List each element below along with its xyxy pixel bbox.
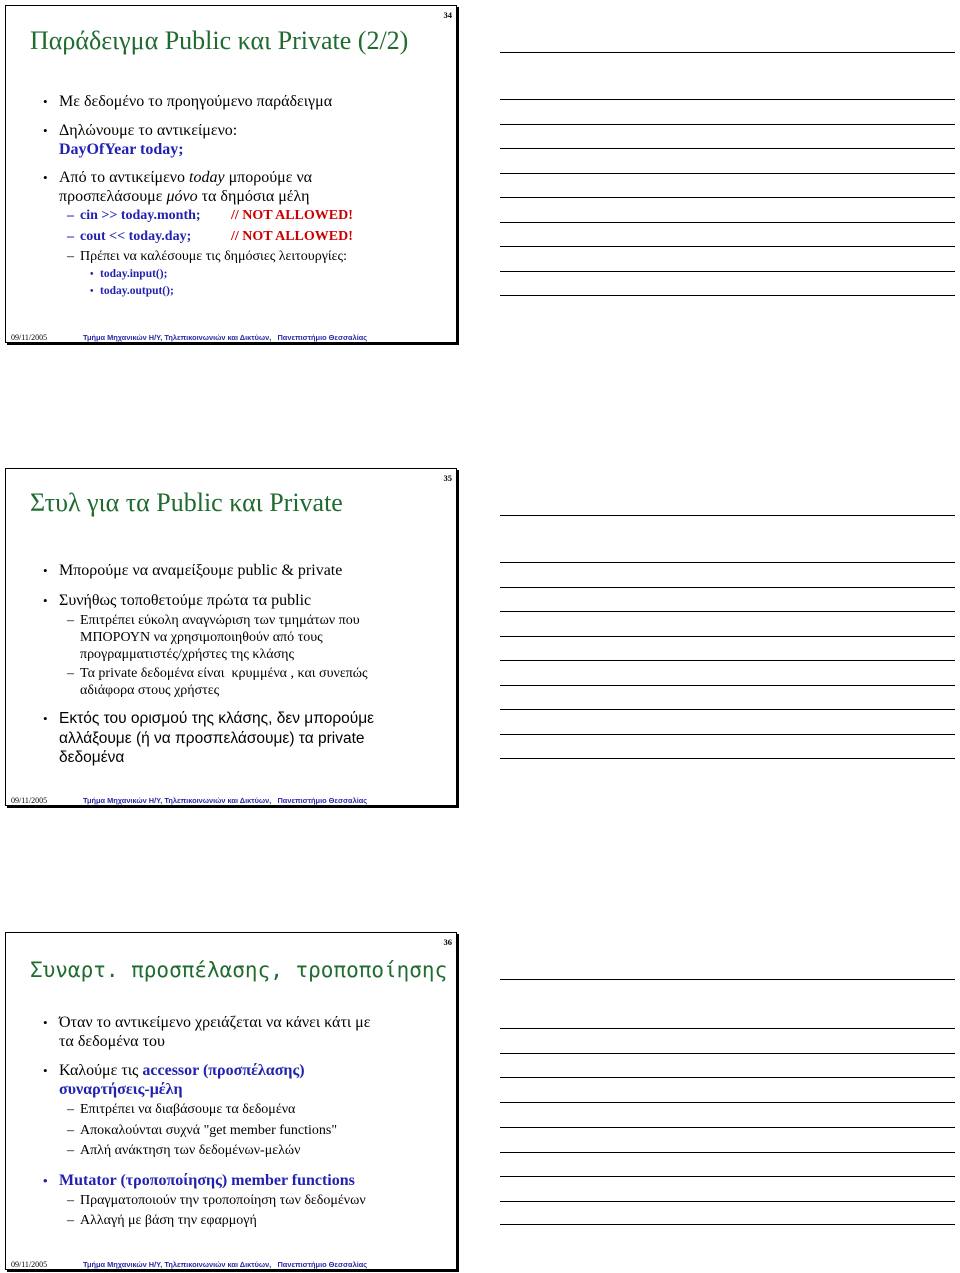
note-line [500,1053,955,1054]
bullet-text: Εκτός του ορισμού της κλάσης, δεν μπορούμε [59,710,375,727]
sub-bullet-item [80,1211,257,1232]
bullet-line [59,168,312,187]
note-line [500,1077,955,1078]
sub-bullet-item [80,227,353,248]
note-line [500,197,955,198]
note-line [500,587,955,588]
sub-bullet-item [80,1100,295,1121]
slide-title: Συναρτ. προσπέλασης, τροποποίησης [30,958,448,982]
bullet-line [59,187,312,206]
sub-bullet-item [80,665,368,699]
bullet-item [59,561,342,580]
slide-number: 34 [443,10,452,20]
notes-area [500,5,955,343]
note-line [500,515,955,516]
note-line [500,709,955,710]
note-line [500,1152,955,1153]
sub-bullet-item [80,1191,366,1212]
code-comment: // NOT ALLOWED! [231,229,353,244]
dash-icon [67,206,74,227]
sub-bullet-item [80,206,353,227]
dash-icon [67,1141,74,1162]
code-line [80,206,353,227]
sub-bullet-item [80,1121,337,1142]
sub-bullet-item [80,1141,300,1162]
note-line [500,295,955,296]
mutator-term: Mutator (τροποποίησης) member functions [59,1172,355,1189]
dash-icon [67,1211,74,1232]
note-line [500,1176,955,1177]
code-line [80,227,353,248]
sub-bullet-text: Αποκαλούνται συχνά "get member functions" [80,1122,338,1138]
note-line [500,1224,955,1225]
dash-icon [67,227,74,248]
dash-icon [67,1100,74,1121]
note-line [500,562,955,563]
sub-bullet-text: Επιτρέπει εύκολη αναγνώριση των τμημάτων που [80,613,360,628]
bullet-text: προσπελάσουμε [59,188,167,205]
handout-row-slide-35 [0,468,960,808]
slide-title: Στυλ για τα Public και Private [30,488,343,517]
bullet-icon [43,1171,48,1190]
emphasis-text: μόνο [166,188,198,205]
code-comment: // NOT ALLOWED! [231,208,353,223]
slide-title: Παράδειγμα Public και Private (2/2) [30,26,409,55]
sub-bullet-text: Επιτρέπει να διαβάσουμε τα δεδομένα [80,1102,296,1117]
sub-bullet-text: Πρέπει να καλέσουμε τις δημόσιες λειτουργίες: [80,249,347,264]
sub-bullet-text: Απλή ανάκτηση των δεδομένων-μελών [80,1143,301,1158]
sub-bullet-item [80,612,360,663]
dash-icon [67,247,74,268]
slide-34 [5,5,457,343]
bullet-line [59,1061,305,1080]
note-line [500,222,955,223]
note-line [500,124,955,125]
sub-sub-bullet-item [100,266,167,283]
code-snippet: DayOfYear today; [59,141,184,158]
footer-organization: Τμήμα Μηχανικών Η/Υ, Τηλεπικοινωνιών και Δικτύων, Πανεπιστήμιο Θεσσαλίας [83,1260,368,1269]
bullet-text: Δηλώνουμε το αντικείμενο: [59,122,238,139]
note-line [500,660,955,661]
bullet-text: Συνήθως τοποθετούμε πρώτα τα public [59,592,312,609]
bullet-icon [90,266,94,283]
bullet-icon [90,283,94,300]
bullet-text: τα δημόσια μέλη [197,188,310,205]
note-line [500,758,955,759]
slide-36 [5,932,457,1270]
bullet-icon [43,709,48,729]
bullet-icon [43,92,48,111]
bullet-text: Μπορούμε να αναμείξουμε public & private [59,562,343,579]
slide-35 [5,468,457,806]
dash-icon [67,1191,74,1212]
bullet-icon [43,1013,48,1032]
handout-row-slide-36 [0,932,960,1272]
bullet-text: Από το αντικείμενο [59,169,190,186]
bullet-text: Με δεδομένο το προηγούμενο παράδειγμα [59,93,333,110]
code-snippet: today.input(); [100,268,168,280]
bullet-item [59,1013,370,1051]
dash-icon [67,1121,74,1142]
bullet-item [59,591,311,610]
bullet-item [59,168,312,206]
footer-date: 09/11/2005 [11,333,48,342]
note-line [500,271,955,272]
slide-number: 35 [443,473,452,483]
code-snippet: cin >> today.month; [80,208,201,223]
notes-area [500,468,955,806]
sub-bullet-text: ΜΠΟΡΟΥΝ να χρησιμοποιηθούν από τους [80,630,323,645]
note-line [500,734,955,735]
bullet-item [59,1171,355,1190]
bullet-item [59,709,374,768]
code-snippet: today.output(); [100,285,174,297]
footer-organization: Τμήμα Μηχανικών Η/Υ, Τηλεπικοινωνιών και Δικτύων, Πανεπιστήμιο Θεσσαλίας [83,333,368,342]
bullet-icon [43,591,48,610]
accessor-term: συναρτήσεις-μέλη [59,1081,183,1098]
sub-sub-bullet-item [100,283,174,300]
accessor-term: accessor (προσπέλασης) [142,1062,305,1079]
footer-date: 09/11/2005 [11,796,48,805]
sub-bullet-item [80,247,347,268]
bullet-text: μπορούμε να [224,169,313,186]
emphasis-text: today [189,169,225,186]
bullet-text: αλλάξουμε (ή να προσπελάσουμε) τα private [59,729,365,747]
note-line [500,1201,955,1202]
notes-area [500,932,955,1270]
dash-icon [67,612,74,629]
bullet-text: Όταν το αντικείμενο χρειάζεται να κάνει κάτι με [59,1014,371,1031]
bullet-item [59,92,332,111]
note-line [500,1127,955,1128]
sub-bullet-text: προγραμματιστές/χρήστες της κλάσης [80,647,294,662]
handout-row-slide-34 [0,5,960,345]
note-line [500,246,955,247]
footer-date: 09/11/2005 [11,1260,48,1269]
dash-icon [67,665,74,682]
bullet-text: δεδομένα [59,749,125,766]
note-line [500,173,955,174]
sub-bullet-text: Πραγματοποιούν την τροποποίηση των δεδομένων [80,1193,366,1208]
bullet-item [59,121,237,159]
note-line [500,611,955,612]
note-line [500,979,955,980]
slide-number: 36 [443,937,452,947]
note-line [500,148,955,149]
bullet-text: τα δεδομένα του [59,1033,165,1050]
bullet-icon [43,168,48,187]
code-snippet: cout << today.day; [80,229,192,244]
bullet-item [59,1061,305,1099]
note-line [500,52,955,53]
note-line [500,1028,955,1029]
note-line [500,636,955,637]
bullet-icon [43,121,48,140]
sub-bullet-text: αδιάφορα στους χρήστες [80,683,220,698]
sub-bullet-text: Τα private δεδομένα είναι κρυμμένα , και συνεπώς [80,666,368,681]
sub-bullet-text: Αλλαγή με βάση την εφαρμογή [80,1213,257,1228]
bullet-icon [43,561,48,580]
bullet-text: Καλούμε τις [59,1062,143,1079]
note-line [500,685,955,686]
footer-organization: Τμήμα Μηχανικών Η/Υ, Τηλεπικοινωνιών και Δικτύων, Πανεπιστήμιο Θεσσαλίας [83,796,368,805]
note-line [500,1102,955,1103]
bullet-icon [43,1061,48,1080]
note-line [500,99,955,100]
